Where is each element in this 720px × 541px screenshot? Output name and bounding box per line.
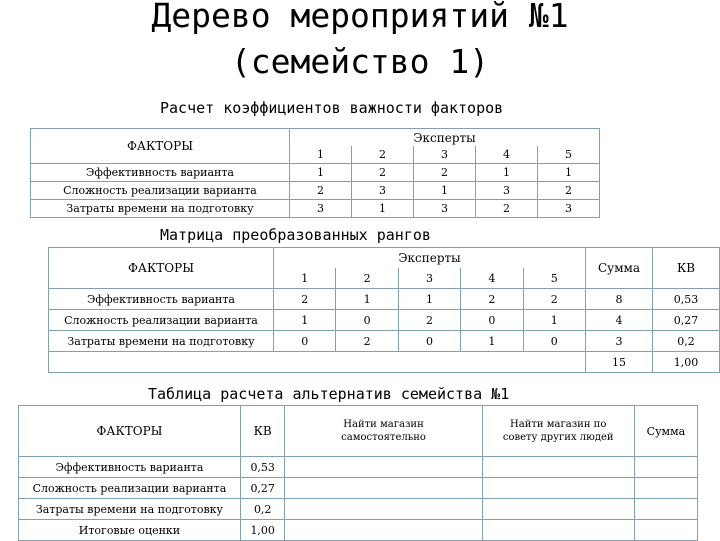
rank-cell: 2 xyxy=(523,289,586,310)
rank-cell: 1 xyxy=(398,289,460,310)
table-row xyxy=(19,457,698,478)
rank-cell: 2 xyxy=(537,182,599,200)
total-sum-cell: 15 xyxy=(586,352,653,373)
sum-cell xyxy=(634,457,697,478)
expert-number: 4 xyxy=(475,146,537,164)
rank-cell: 1 xyxy=(413,182,475,200)
factor-label: Затраты времени на подготовку xyxy=(31,200,290,218)
section2-heading: Матрица преобразованных рангов xyxy=(160,226,431,244)
table-row xyxy=(19,520,698,541)
factor-label: Затраты времени на подготовку xyxy=(19,499,241,520)
rank-cell: 3 xyxy=(351,182,413,200)
totals-row xyxy=(49,352,720,373)
rank-cell: 3 xyxy=(413,200,475,218)
rank-cell: 1 xyxy=(274,310,336,331)
factor-label: Эффективность варианта xyxy=(19,457,241,478)
expert-number: 5 xyxy=(537,146,599,164)
expert-number: 4 xyxy=(461,268,523,289)
expert-number: 2 xyxy=(336,268,398,289)
factors-header: ФАКТОРЫ xyxy=(49,248,274,289)
rank-cell: 0 xyxy=(336,310,398,331)
expert-number: 1 xyxy=(274,268,336,289)
sum-header: Сумма xyxy=(634,406,697,457)
factor-label: Сложность реализации варианта xyxy=(31,182,290,200)
page-title: Дерево мероприятий №1 xyxy=(151,0,569,35)
page-subtitle: (семейство 1) xyxy=(230,42,490,81)
rank-cell: 2 xyxy=(351,164,413,182)
alternatives-table xyxy=(18,405,698,541)
alt2-header: Найти магазин по совету других людей xyxy=(482,406,634,457)
rank-cell: 1 xyxy=(290,164,352,182)
expert-number: 5 xyxy=(523,268,586,289)
rank-cell: 1 xyxy=(537,164,599,182)
rank-cell: 1 xyxy=(523,310,586,331)
rank-cell: 1 xyxy=(336,289,398,310)
rank-cell: 2 xyxy=(413,164,475,182)
sum-cell: 3 xyxy=(586,331,653,352)
expert-number: 1 xyxy=(290,146,352,164)
sum-cell: 4 xyxy=(586,310,653,331)
alt1-cell xyxy=(285,499,482,520)
experts-header: Эксперты xyxy=(290,129,600,147)
expert-number: 3 xyxy=(398,268,460,289)
factor-label: Итоговые оценки xyxy=(19,520,241,541)
table-row xyxy=(49,289,720,310)
table-row xyxy=(49,310,720,331)
experts-header: Эксперты xyxy=(274,248,586,269)
section1-heading: Расчет коэффициентов важности факторов xyxy=(160,99,504,117)
kv-cell: 0,53 xyxy=(653,289,720,310)
factors-header: ФАКТОРЫ xyxy=(19,406,241,457)
alt2-cell xyxy=(482,499,634,520)
rank-cell: 3 xyxy=(537,200,599,218)
kv-cell: 1,00 xyxy=(240,520,285,541)
kv-cell: 0,27 xyxy=(240,478,285,499)
table-row xyxy=(19,499,698,520)
alt1-cell xyxy=(285,457,482,478)
rank-cell: 1 xyxy=(461,331,523,352)
factor-label: Эффективность варианта xyxy=(31,164,290,182)
ranks-matrix-table xyxy=(48,247,720,373)
alt1-cell xyxy=(285,520,482,541)
rank-cell: 3 xyxy=(475,182,537,200)
sum-cell xyxy=(634,478,697,499)
factors-header: ФАКТОРЫ xyxy=(31,129,290,164)
table-header-row xyxy=(31,129,600,147)
alt2-cell xyxy=(482,478,634,499)
rank-cell: 1 xyxy=(351,200,413,218)
rank-cell: 2 xyxy=(461,289,523,310)
sum-cell xyxy=(634,499,697,520)
kv-header: КВ xyxy=(653,248,720,289)
kv-cell: 0,27 xyxy=(653,310,720,331)
rank-cell: 3 xyxy=(290,200,352,218)
table-row xyxy=(49,331,720,352)
section3-heading: Таблица расчета альтернатив семейства №1 xyxy=(148,385,510,403)
rank-cell: 2 xyxy=(475,200,537,218)
rank-cell: 2 xyxy=(274,289,336,310)
totals-spacer xyxy=(49,352,586,373)
table-row xyxy=(19,478,698,499)
kv-cell: 0,53 xyxy=(240,457,285,478)
rank-cell: 2 xyxy=(398,310,460,331)
factor-label: Эффективность варианта xyxy=(49,289,274,310)
table-header-row xyxy=(49,248,720,269)
kv-header: КВ xyxy=(240,406,285,457)
alt1-cell xyxy=(285,478,482,499)
rank-cell: 1 xyxy=(475,164,537,182)
expert-number: 2 xyxy=(351,146,413,164)
expert-number: 3 xyxy=(413,146,475,164)
factor-label: Сложность реализации варианта xyxy=(49,310,274,331)
table-row xyxy=(31,200,600,218)
alt1-header: Найти магазин самостоятельно xyxy=(285,406,482,457)
sum-header: Сумма xyxy=(586,248,653,289)
rank-cell: 2 xyxy=(336,331,398,352)
rank-cell: 2 xyxy=(290,182,352,200)
table-row xyxy=(31,182,600,200)
alt2-cell xyxy=(482,457,634,478)
rank-cell: 0 xyxy=(398,331,460,352)
rank-cell: 0 xyxy=(274,331,336,352)
importance-table xyxy=(30,128,600,218)
total-kv-cell: 1,00 xyxy=(653,352,720,373)
kv-cell: 0,2 xyxy=(653,331,720,352)
table-row xyxy=(31,164,600,182)
rank-cell: 0 xyxy=(523,331,586,352)
rank-cell: 0 xyxy=(461,310,523,331)
table-header-row xyxy=(19,406,698,457)
sum-cell xyxy=(634,520,697,541)
factor-label: Сложность реализации варианта xyxy=(19,478,241,499)
factor-label: Затраты времени на подготовку xyxy=(49,331,274,352)
kv-cell: 0,2 xyxy=(240,499,285,520)
alt2-cell xyxy=(482,520,634,541)
sum-cell: 8 xyxy=(586,289,653,310)
